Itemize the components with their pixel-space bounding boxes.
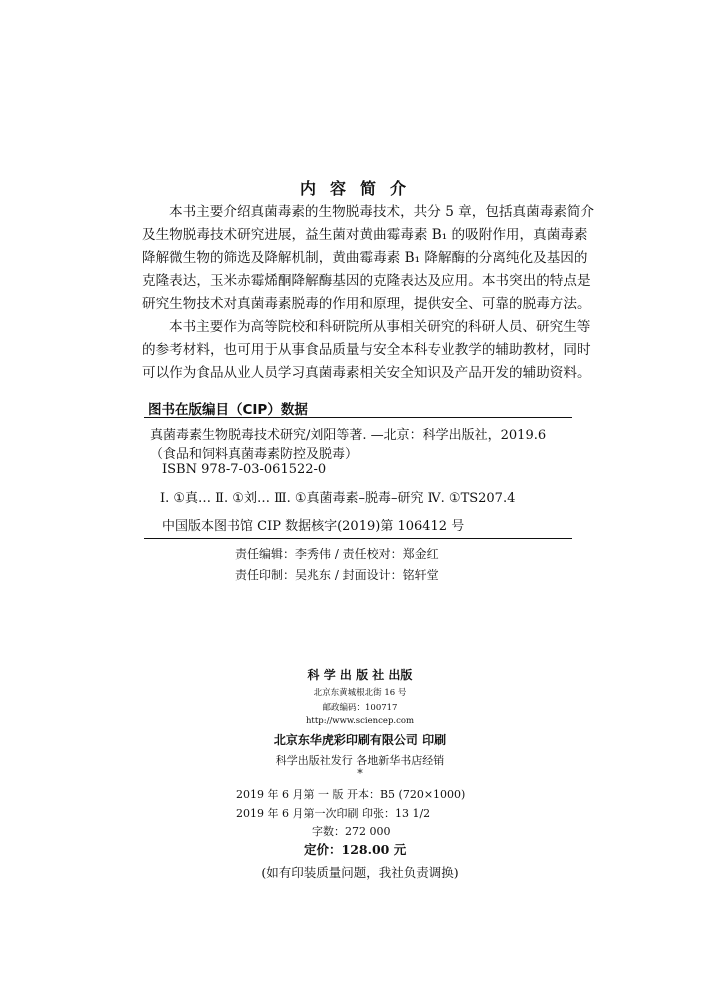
separator-star: *: [357, 767, 363, 780]
publisher-url: http://www.sciencep.com: [305, 716, 415, 726]
publisher-postcode: 邮政编码：100717: [322, 703, 398, 713]
summary-p1-line: 克隆表达，玉米赤霉烯酮降解酶基因的克隆表达及应用。本书突出的特点是: [142, 273, 591, 289]
distribution-info: 科学出版社发行 各地新华书店经销: [275, 754, 445, 767]
edition-info: 2019 年 6 月第 一 版 开本：B5 (720×1000): [236, 788, 466, 801]
summary-p1-line: 降解微生物的筛选及降解机制，黄曲霉毒素 B₁ 降解酶的分离纯化及基因的: [142, 250, 588, 266]
cip-heading: 图书在版编目（CIP）数据: [148, 402, 308, 418]
cip-bottom-rule: [144, 538, 572, 539]
cip-classification: Ⅰ. ①真… Ⅱ. ①刘… Ⅲ. ①真菌毒素–脱毒–研究 Ⅳ. ①TS207.4: [160, 491, 516, 506]
credits-editors: 责任编辑：李秀伟 / 责任校对：郑金红: [235, 547, 439, 561]
summary-paragraph-1: [142, 201, 595, 316]
publisher-address: 北京东黄城根北街 16 号: [313, 688, 407, 698]
quality-notice: (如有印装质量问题，我社负责调换): [261, 865, 459, 880]
cip-series-line: （食品和饲料真菌毒素防控及脱毒）: [150, 447, 359, 462]
cip-isbn: ISBN 978-7-03-061522-0: [162, 462, 327, 477]
credits-production: 责任印制：吴兆东 / 封面设计：铭轩堂: [235, 568, 439, 582]
cip-number: 中国版本图书馆 CIP 数据核字(2019)第 106412 号: [162, 519, 465, 534]
summary-paragraph-2: [142, 316, 591, 385]
printer-name: 北京东华虎彩印刷有限公司 印刷: [273, 733, 447, 747]
summary-p2-line: 的参考材料，也可用于从事食品质量与安全本科专业教学的辅助教材，同时: [142, 342, 591, 358]
summary-p1-line: 及生物脱毒技术研究进展，益生菌对黄曲霉毒素 B₁ 的吸附作用，真菌毒素: [142, 227, 588, 243]
summary-p1-line: 本书主要介绍真菌毒素的生物脱毒技术，共分 5 章，包括真菌毒素简介: [169, 204, 595, 220]
price: 定价：128.00 元: [304, 842, 407, 857]
cip-title-line: 真菌毒素生物脱毒技术研究/刘阳等著. —北京：科学出版社，2019.6: [150, 428, 547, 443]
summary-p1-line: 研究生物技术对真菌毒素脱毒的作用和原理，提供安全、可靠的脱毒方法。: [142, 296, 591, 312]
summary-title: 内容简介: [299, 179, 420, 198]
publisher-name: 科 学 出 版 社 出版: [307, 668, 413, 682]
summary-p2-line: 本书主要作为高等院校和科研院所从事相关研究的科研人员、研究生等: [169, 319, 591, 335]
word-count: 字数：272 000: [312, 825, 391, 838]
summary-p2-line: 可以作为食品从业人员学习真菌毒素相关安全知识及产品开发的辅助资料。: [142, 365, 591, 381]
printing-info: 2019 年 6 月第一次印刷 印张：13 1/2: [236, 807, 431, 820]
cip-top-rule: [144, 417, 572, 418]
